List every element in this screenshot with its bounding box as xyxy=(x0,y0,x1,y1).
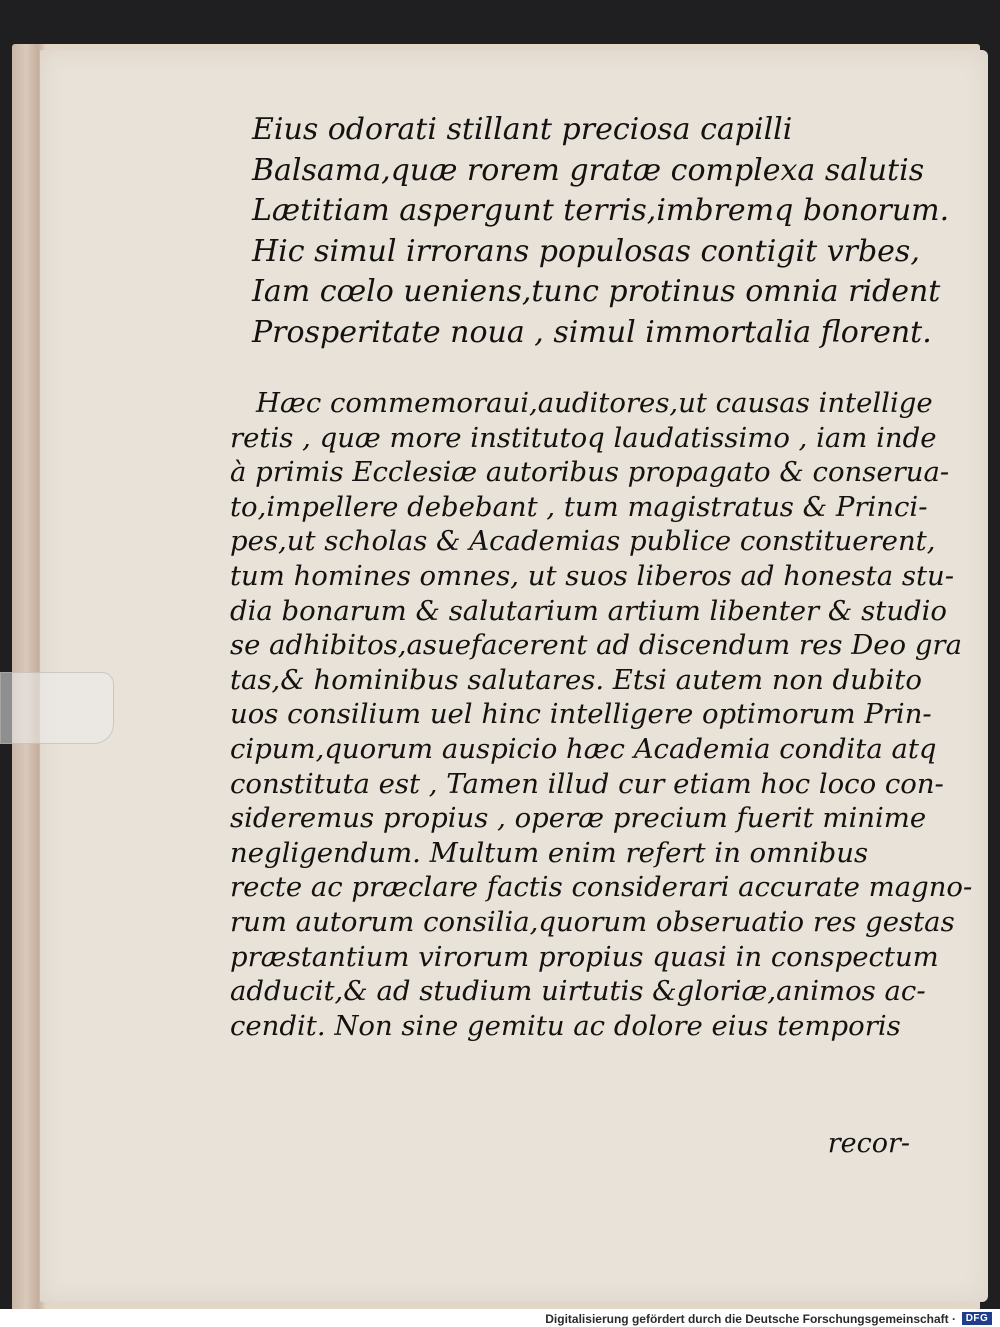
paper-tab-insert xyxy=(0,672,114,744)
prose-line: pes,ut scholas & Academias publice constituerent, xyxy=(230,525,936,558)
prose-line: cipum,quorum auspicio hæc Academia condita atq xyxy=(230,732,937,765)
prose-line: uos consilium uel hinc intelligere optimorum Prin- xyxy=(230,698,932,731)
verse-line: Lætitiam aspergunt terris,imbremq bonorum. xyxy=(252,193,950,228)
prose-paragraph xyxy=(230,386,973,1043)
dfg-logo-icon: DFG xyxy=(962,1312,992,1325)
prose-line: præstantium virorum propius quasi in conspectum xyxy=(230,940,939,973)
prose-line: dia bonarum & salutarium artium libenter & studio xyxy=(230,594,947,627)
prose-line: recte ac præclare factis considerari accurate magno- xyxy=(230,871,973,904)
prose-line: adducit,& ad studium uirtutis &gloriæ,animos ac- xyxy=(230,975,926,1008)
prose-line: negligendum. Multum enim refert in omnibus xyxy=(230,836,869,869)
prose-line: tum homines omnes, ut suos liberos ad honesta stu- xyxy=(230,559,954,592)
prose-line: sideremus propius , operæ precium fuerit minime xyxy=(230,802,927,835)
prose-line: se adhibitos,asuefacerent ad discendum res Deo gra xyxy=(230,629,962,662)
prose-line: rum autorum consilia,quorum obseruatio res gestas xyxy=(230,905,955,938)
prose-line: retis , quæ more institutoq laudatissimo , iam inde xyxy=(230,421,937,454)
prose-line: à primis Ecclesiæ autoribus propagato & conserua- xyxy=(230,456,950,489)
verse-block xyxy=(252,110,950,353)
funding-credit: Digitalisierung gefördert durch die Deutsche Forschungsgemeinschaft · xyxy=(545,1312,956,1326)
catchword: recor- xyxy=(827,1128,910,1159)
verse-line: Hic simul irrorans populosas contigit vrbes, xyxy=(252,233,920,269)
prose-line: Hæc commemoraui,auditores,ut causas intellige xyxy=(256,387,933,419)
prose-line: constituta est , Tamen illud cur etiam hoc loco con- xyxy=(230,767,944,800)
verse-line: Eius odorati stillant preciosa capilli xyxy=(252,112,793,147)
prose-line: to,impellere debebant , tum magistratus & Princi- xyxy=(230,490,928,523)
prose-line: cendit. Non sine gemitu ac dolore eius temporis xyxy=(230,1009,901,1042)
verse-line: Iam cœlo ueniens,tunc protinus omnia rident xyxy=(252,274,941,309)
prose-line: tas,& hominibus salutares. Etsi autem non dubito xyxy=(230,663,922,696)
verse-line: Balsama,quæ rorem gratæ complexa salutis xyxy=(252,152,925,188)
verse-line: Prosperitate noua , simul immortalia florent. xyxy=(252,314,932,350)
footer-bar xyxy=(0,1309,1000,1327)
